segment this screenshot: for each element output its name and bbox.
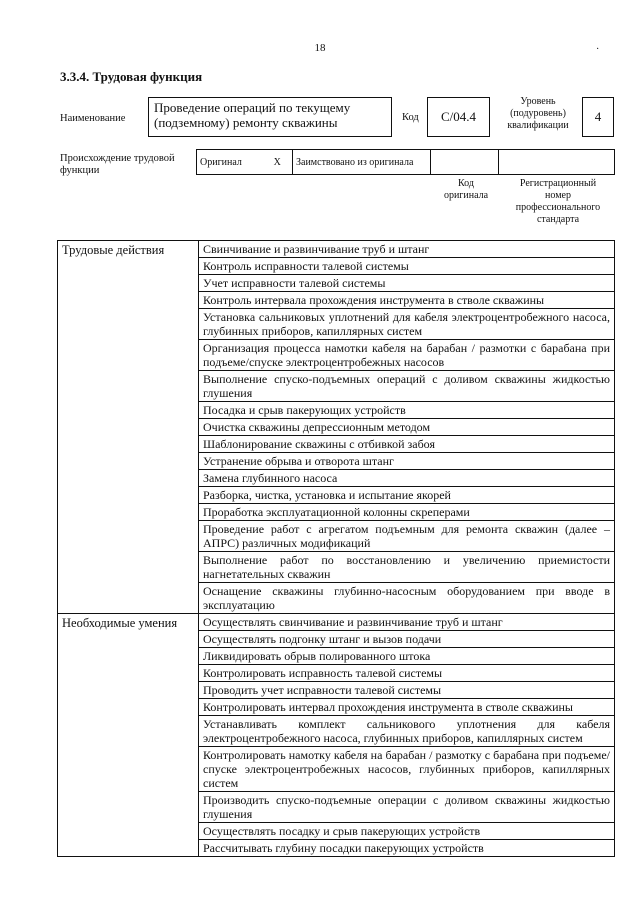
origin-label: Происхождение трудовой функции [60, 153, 175, 176]
section-category: Трудовые действия [58, 241, 199, 614]
list-item: Разборка, чистка, установка и испытание якорей [199, 487, 615, 504]
origin-code-cell [431, 150, 499, 175]
origin-table [196, 149, 615, 175]
code-caption: Код оригинала [443, 178, 489, 201]
list-item: Выполнение работ по восстановлению и увеличению приемистости нагнетательных скважин [199, 552, 615, 583]
original-mark: X [263, 150, 293, 175]
list-item: Очистка скважины депрессионным методом [199, 419, 615, 436]
list-item: Контролировать намотку кабеля на барабан / размотку с барабана при подъеме/спуске электроцентробежных насосов, глубинных приборов, капиллярных систем [199, 747, 615, 792]
list-item: Производить спуско-подъемные операции с доливом скважины жидкостью глушения [199, 792, 615, 823]
list-item: Шаблонирование скважины с отбивкой забоя [199, 436, 615, 453]
table-row [58, 614, 615, 631]
function-name-box: Проведение операций по текущему (подземному) ремонту скважины [148, 97, 392, 137]
list-item: Рассчитывать глубину посадки пакерующих устройств [199, 840, 615, 857]
borrowed-label: Заимствовано из оригинала [293, 150, 431, 175]
origin-reg-cell [499, 150, 615, 175]
list-item: Осуществлять подгонку штанг и вызов подачи [199, 631, 615, 648]
original-label: Оригинал [197, 150, 263, 175]
list-item: Устанавливать комплект сальникового уплотнения для кабеля электроцентробежного насоса, глубинных приборов, капиллярных систем [199, 716, 615, 747]
list-item: Учет исправности талевой системы [199, 275, 615, 292]
list-item: Проведение работ с агрегатом подъемным для ремонта скважин (далее – АПРС) различных модификаций [199, 521, 615, 552]
list-item: Контроль интервала прохождения инструмента в стволе скважины [199, 292, 615, 309]
code-value-box: С/04.4 [427, 97, 490, 137]
list-item: Оснащение скважины глубинно-насосным оборудованием при вводе в эксплуатацию [199, 583, 615, 614]
list-item: Осуществлять свинчивание и развинчивание труб и штанг [199, 614, 615, 631]
corner-mark: · [596, 44, 600, 55]
section-category: Необходимые умения [58, 614, 199, 857]
list-item: Организация процесса намотки кабеля на барабан / размотки с барабана при подъеме/спуске электроцентробежных насосов [199, 340, 615, 371]
list-item: Свинчивание и развинчивание труб и штанг [199, 241, 615, 258]
page-number: 18 [314, 42, 326, 54]
list-item: Осуществлять посадку и срыв пакерующих устройств [199, 823, 615, 840]
reg-caption: Регистрационный номер профессионального стандарта [515, 178, 601, 225]
list-item: Контролировать исправность талевой системы [199, 665, 615, 682]
list-item: Выполнение спуско-подъемных операций с доливом скважины жидкостью глушения [199, 371, 615, 402]
list-item: Проводить учет исправности талевой системы [199, 682, 615, 699]
list-item: Установка сальниковых уплотнений для кабеля электроцентробежного насоса, глубинных приборов, капиллярных систем [199, 309, 615, 340]
list-item: Контроль исправности талевой системы [199, 258, 615, 275]
list-item: Устранение обрыва и отворота штанг [199, 453, 615, 470]
level-value-box: 4 [582, 97, 614, 137]
code-label: Код [402, 112, 419, 123]
list-item: Ликвидировать обрыв полированного штока [199, 648, 615, 665]
list-item: Контролировать интервал прохождения инструмента в стволе скважины [199, 699, 615, 716]
function-table [57, 240, 615, 857]
list-item: Посадка и срыв пакерующих устройств [199, 402, 615, 419]
level-label: Уровень (подуровень) квалификации [507, 96, 569, 131]
list-item: Проработка эксплуатационной колонны скреперами [199, 504, 615, 521]
table-row [58, 241, 615, 258]
section-title: 3.3.4. Трудовая функция [60, 69, 203, 84]
name-label: Наименование [60, 113, 126, 124]
list-item: Замена глубинного насоса [199, 470, 615, 487]
